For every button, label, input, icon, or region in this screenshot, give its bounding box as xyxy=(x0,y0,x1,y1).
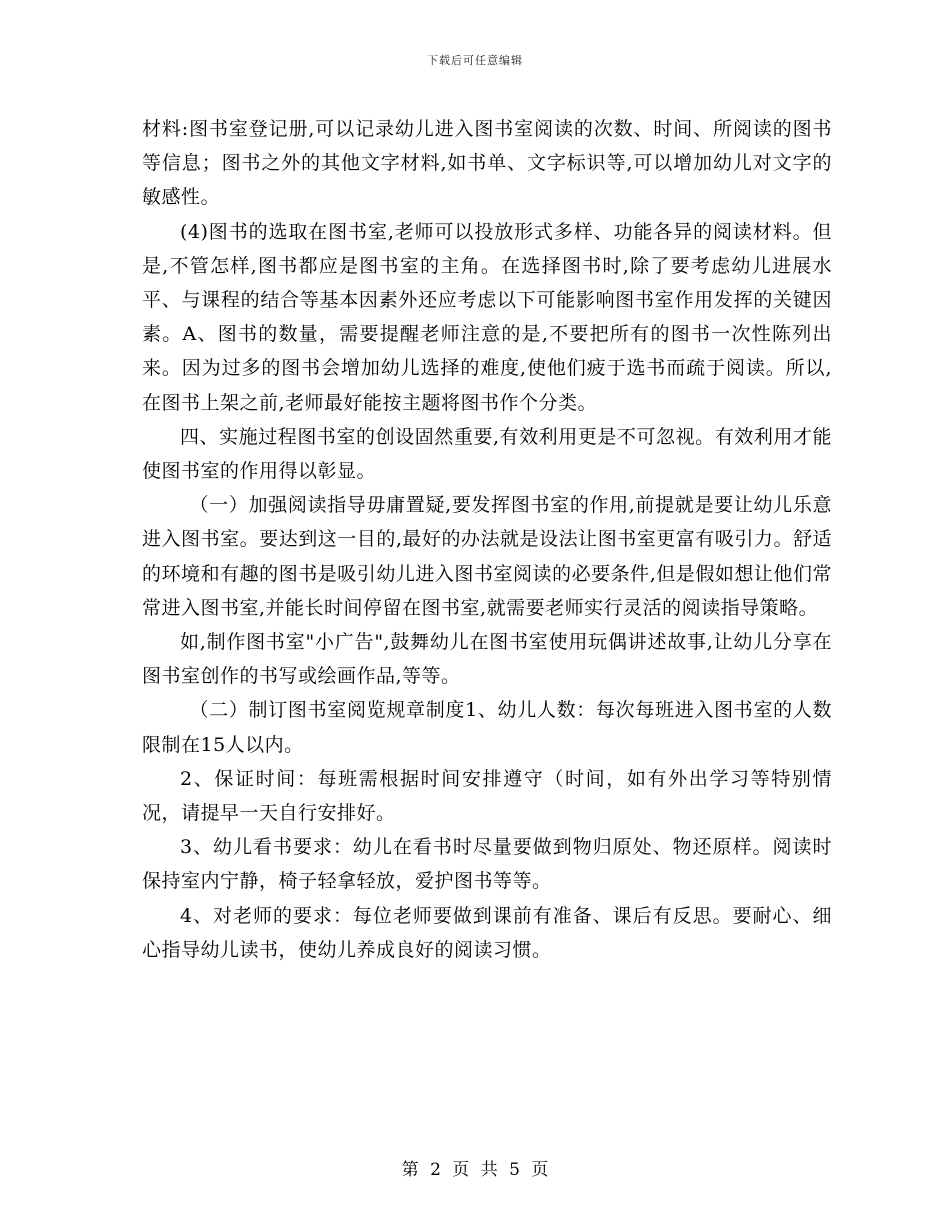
paragraph-rules: （二）制订图书室阅览规章制度1、幼儿人数：每次每班进入图书室的人数限制在15人以内。 xyxy=(142,699,832,756)
paragraph-reading-guidance: （一）加强阅读指导毋庸置疑,要发挥图书室的作用,前提就是要让幼儿乐意进入图书室。要达到这一目的,最好的办法就是设法让图书室更富有吸引力。舒适的环境和有趣的图书是吸引幼儿进入图书室阅读的必要条件,但是假如想让他们常常进入图书室,并能长时间停留在图书室,就需要老师实行灵活的阅读指导策略。 xyxy=(142,494,832,619)
paragraph-examples: 如,制作图书室"小广告",鼓舞幼儿在图书室使用玩偶讲述故事,让幼儿分享在图书室创作的书写或绘画作品,等等。 xyxy=(142,631,832,688)
paragraph-rule-time: 2、保证时间：每班需根据时间安排遵守（时间，如有外出学习等特别情况，请提早一天自行安排好。 xyxy=(142,767,832,825)
paragraph-materials: 材料:图书室登记册,可以记录幼儿进入图书室阅读的次数、时间、所阅读的图书等信息；图书之外的其他文字材料,如书单、文字标识等,可以增加幼儿对文字的敏感性。 xyxy=(142,118,832,209)
paragraph-rule-teacher: 4、对老师的要求：每位老师要做到课前有准备、课后有反思。要耐心、细心指导幼儿读书，使幼儿养成良好的阅读习惯。 xyxy=(142,904,832,961)
body-text xyxy=(142,112,832,967)
page-header: 下载后可任意编辑 xyxy=(427,54,523,67)
page-number-footer: 第 2 页 共 5 页 xyxy=(401,1160,549,1180)
paragraph-book-selection: (4)图书的选取在图书室,老师可以投放形式多样、功能各异的阅读材料。但是,不管怎样,图书都应是图书室的主角。在选择图书时,除了要考虑幼儿进展水平、与课程的结合等基本因素外还应考虑以下可能影响图书室作用发挥的关键因素。A、图书的数量，需要提醒老师注意的是,不要把所有的图书一次性陈列出来。因为过多的图书会增加幼儿选择的难度,使他们疲于选书而疏于阅读。所以,在图书上架之前,老师最好能按主题将图书作个分类。 xyxy=(142,220,832,414)
paragraph-implementation: 四、实施过程图书室的创设固然重要,有效利用更是不可忽视。有效利用才能使图书室的作用得以彰显。 xyxy=(142,425,832,483)
paragraph-rule-reading: 3、幼儿看书要求：幼儿在看书时尽量要做到物归原处、物还原样。阅读时保持室内宁静，椅子轻拿轻放，爱护图书等等。 xyxy=(142,836,832,893)
